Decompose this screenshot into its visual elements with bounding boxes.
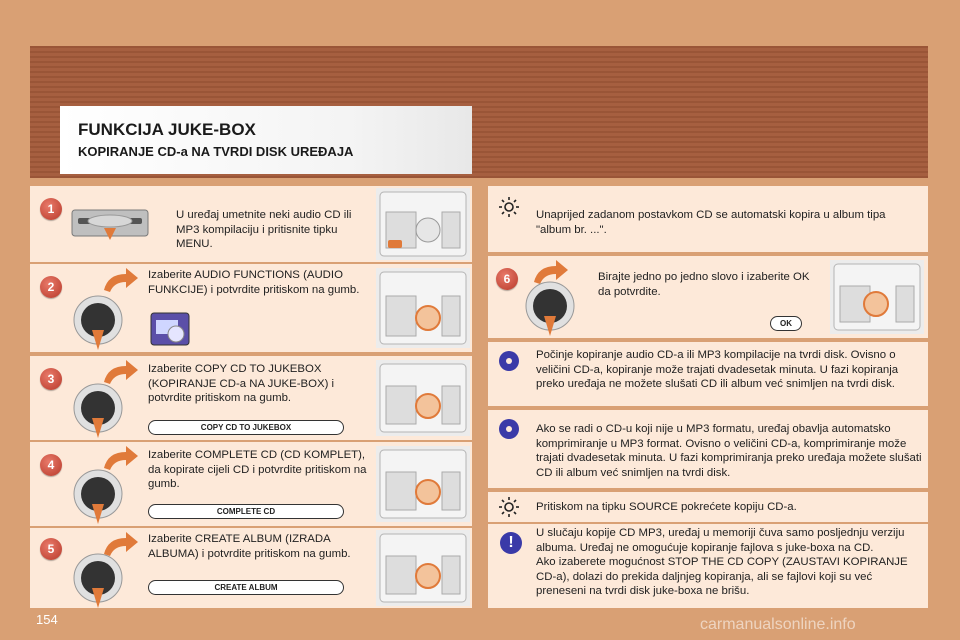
page-title: FUNKCIJA JUKE-BOX — [78, 120, 256, 139]
step-6-panel — [488, 256, 928, 338]
step-3-badge: 3 — [40, 368, 62, 390]
note-4-text: Pritiskom na tipku SOURCE pokrećete kopiju CD-a. — [536, 501, 797, 513]
watermark: carmanualsonline.info — [700, 616, 856, 633]
sun-icon — [498, 496, 520, 518]
radio-unit-knob-image — [376, 268, 470, 348]
step-4-panel — [30, 442, 472, 526]
step-4-text: Izaberite COMPLETE CD (CD KOMPLET), da kopirate cijeli CD i potvrdite pritiskom na gumb. — [148, 449, 367, 490]
cd-slot-icon — [70, 206, 150, 240]
note-3-text: Ako se radi o CD-u koji nije u MP3 formatu, uređaj obavlja automatsko komprimiranje u MP3 format. Ovisno o veličini CD-a, komprimiranje može trajati dvadesetak minuta. U fazi komprimiranja preko uređaja možete slušati CD ili album već snimljen na tvrdi disk. — [536, 423, 922, 479]
radio-unit-knob-image — [376, 360, 470, 436]
note-4-panel — [488, 492, 928, 522]
knob-icon — [70, 294, 126, 350]
step-2-panel — [30, 264, 472, 352]
disc-icon — [498, 350, 520, 372]
page-subtitle: KOPIRANJE CD-a NA TVRDI DISK UREĐAJA — [78, 144, 354, 159]
note-3-panel — [488, 410, 928, 488]
disc-icon — [498, 418, 520, 440]
knob-icon — [522, 280, 578, 336]
page-number: 154 — [36, 612, 58, 627]
title-box — [60, 106, 472, 174]
note-5-text: U slučaju kopije CD MP3, uređaj u memoriji čuva samo posljednju verziju albuma. Uređaj ne omogućuje kopiranje fajlova s juke-boxa na CD. Ako izaberete mogućnost STOP THE CD COPY (ZAUSTAVI KOPIRANJE CD-a), dolazi do prekida daljnjeg kopiranja, ali se fajlovi koji su već preneseni na tvrdi disk juke-boxa ne brišu. — [536, 527, 908, 597]
knob-icon — [70, 552, 126, 608]
audio-functions-icon — [150, 312, 190, 346]
radio-unit-knob-image — [376, 446, 470, 522]
knob-icon — [70, 382, 126, 438]
step-5-panel — [30, 528, 472, 608]
ok-label: OK — [770, 316, 802, 331]
exclamation-icon: ! — [500, 532, 522, 554]
note-1-text: Unaprijed zadanom postavkom CD se automatski kopira u album tipa "album br. ...". — [536, 209, 886, 236]
step-6-badge: 6 — [496, 268, 518, 290]
note-2-panel — [488, 342, 928, 406]
radio-unit-menu-image — [376, 188, 470, 260]
step-5-badge: 5 — [40, 538, 62, 560]
step-5-text: Izaberite CREATE ALBUM (IZRADA ALBUMA) i potvrdite pritiskom na gumb. — [148, 533, 351, 560]
step-3-panel — [30, 356, 472, 440]
note-5-panel — [488, 524, 928, 608]
radio-unit-knob-image — [376, 530, 470, 606]
step-1-panel — [30, 186, 472, 262]
knob-icon — [70, 468, 126, 524]
radio-unit-knob-image — [830, 260, 924, 334]
step-2-text: Izaberite AUDIO FUNCTIONS (AUDIO FUNKCIJE) i potvrdite pritiskom na gumb. — [148, 269, 360, 296]
note-2-text: Počinje kopiranje audio CD-a ili MP3 kompilacije na tvrdi disk. Ovisno o veličini CD-a, kopiranje može trajati dvadesetak minuta. U fazi kopiranja preko uređaja ne možete slušati CD ili album već snimljen na tvrdi disk. — [536, 349, 899, 390]
step-4-badge: 4 — [40, 454, 62, 476]
step-2-badge: 2 — [40, 276, 62, 298]
step-1-text: U uređaj umetnite neki audio CD ili MP3 kompilaciju i pritisnite tipku MENU. — [176, 209, 352, 250]
copy-cd-to-jukebox-label: COPY CD TO JUKEBOX — [148, 420, 344, 435]
complete-cd-label: COMPLETE CD — [148, 504, 344, 519]
rotate-arrow-icon — [100, 266, 140, 294]
create-album-label: CREATE ALBUM — [148, 580, 344, 595]
step-1-badge: 1 — [40, 198, 62, 220]
step-3-text: Izaberite COPY CD TO JUKEBOX (KOPIRANJE CD-a NA JUKE-BOX) i potvrdite pritiskom na gumb. — [148, 363, 335, 404]
step-6-text: Birajte jedno po jedno slovo i izaberite OK da potvrdite. — [598, 271, 810, 298]
note-1-panel — [488, 186, 928, 252]
sun-icon — [498, 196, 520, 218]
